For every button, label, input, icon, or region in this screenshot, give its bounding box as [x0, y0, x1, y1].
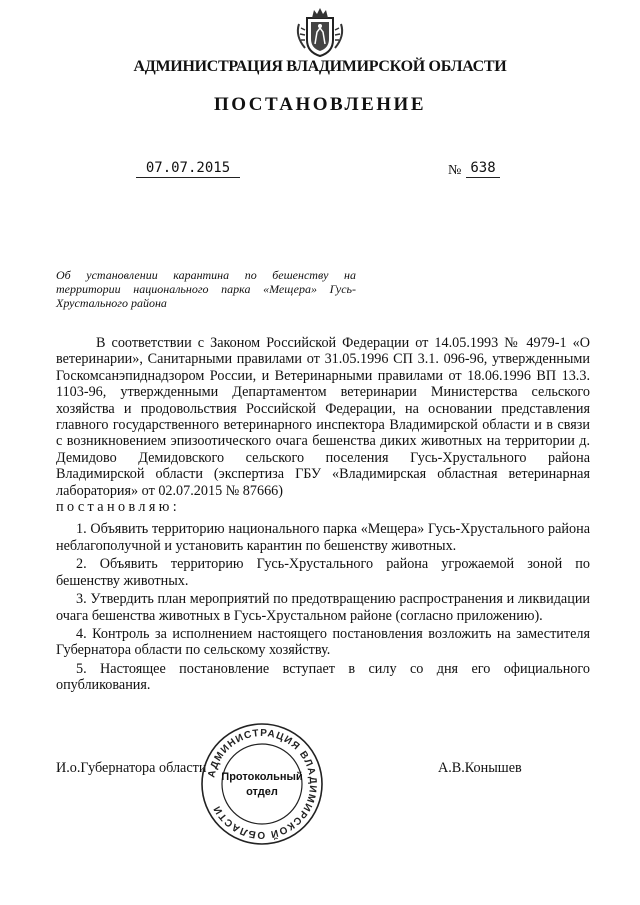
stamp-ring-text: АДМИНИСТРАЦИЯ ВЛАДИМИРСКОЙ ОБЛАСТИ: [206, 727, 319, 841]
organization-name: АДМИНИСТРАЦИЯ ВЛАДИМИРСКОЙ ОБЛАСТИ: [133, 58, 507, 75]
decree-word: постановляю:: [56, 499, 181, 516]
items-list: [56, 521, 590, 693]
list-item: 4. Контроль за исполнением настоящего постановления возложить на заместителя Губернатора области по сельскому хозяйству.: [56, 625, 590, 659]
list-item: 3. Утвердить план мероприятий по предотвращению распространения и ликвидации очага бешенства животных в Гусь-Хрустальном районе (согласно приложению).: [56, 591, 590, 624]
document-type: ПОСТАНОВЛЕНИЕ: [213, 94, 427, 115]
list-item: 1. Объявить территорию национального парка «Мещера» Гусь-Хрустального района неблагополучной и установить карантин по бешенству животных.: [56, 521, 590, 554]
stamp-line-2: отдел: [246, 786, 278, 798]
coat-of-arms-icon: [293, 6, 347, 58]
document-number: 638: [466, 160, 500, 178]
document-body: [56, 335, 590, 696]
document-subject: Об установлении карантина по бешенству на территории национального парка «Мещера» Гусь-Хрустального района: [56, 268, 356, 310]
list-item: 5. Настоящее постановление вступает в силу со дня его официального опубликования.: [56, 660, 590, 694]
intro-paragraph: В соответствии с Законом Российской Федерации от 14.05.1993 № 4979-1 «О ветеринарии», Санитарными правилами от 31.05.1996 СП 3.1. 096-96, утвержденными Госкомсанэпиднадзором России, и Ветеринарными правилами от 18.06.1996 ВП 13.3. 1103-96, утвержденными Департаментом ветеринарии Министерства сельского хозяйства и продовольствия Российской Федерации, на основании представления главного государственного ветеринарного инспектора Владимирской области и в связи с возникновением эпизоотического очага бешенства диких животных на территории д. Демидово Демидовского сельского поселения Гусь-Хрустального района Владимирской области (экспертиза ГБУ «Владимирская областная ветеринарная лаборатория» от 02.07.2015 № 87666): [56, 335, 590, 499]
signatory-position: И.о.Губернатора области: [56, 760, 207, 776]
document-date: 07.07.2015: [136, 160, 240, 178]
stamp-line-1: Протокольный: [221, 771, 303, 783]
signatory-name: А.В.Конышев: [438, 760, 522, 776]
number-sign: №: [448, 163, 462, 178]
list-item: 2. Объявить территорию Гусь-Хрустального района угрожаемой зоной по бешенству животных.: [56, 556, 590, 589]
stamp-center: [215, 770, 309, 800]
